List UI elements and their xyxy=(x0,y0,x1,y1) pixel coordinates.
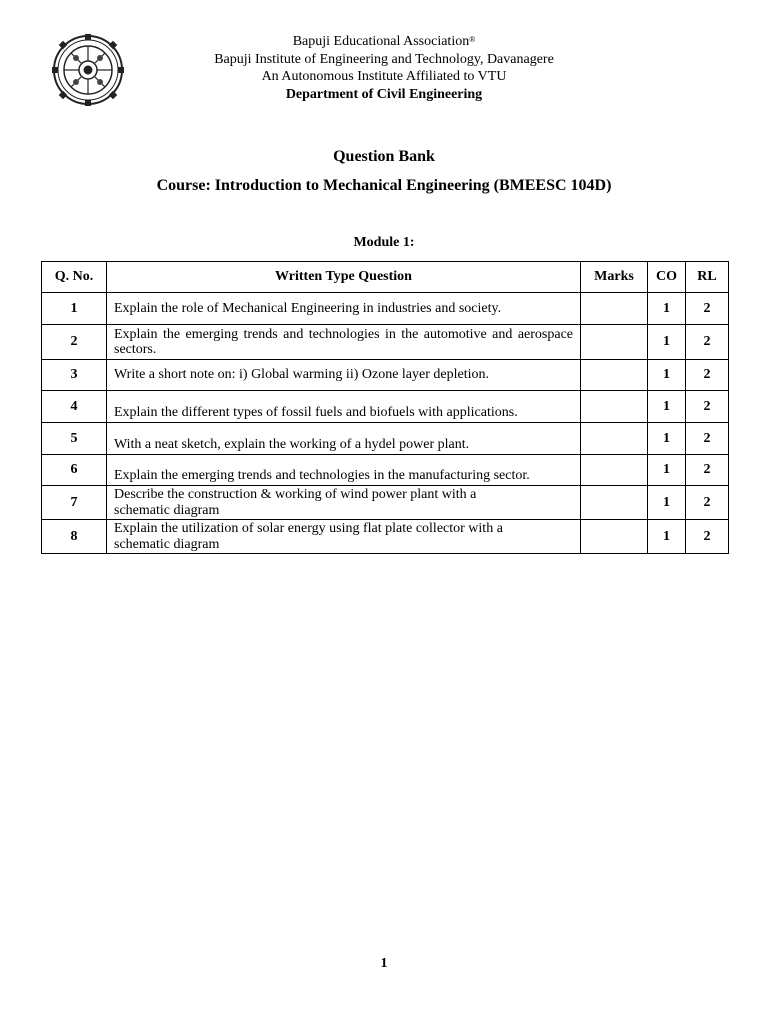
table-row xyxy=(42,325,729,360)
column-header-marks: Marks xyxy=(581,262,648,293)
co-cell: 1 xyxy=(648,391,686,423)
institute-emblem-icon xyxy=(51,33,125,107)
table-row xyxy=(42,391,729,423)
marks-cell xyxy=(581,325,648,360)
marks-cell xyxy=(581,455,648,486)
table-row xyxy=(42,423,729,455)
table-row xyxy=(42,293,729,325)
question-text: With a neat sketch, explain the working of a hydel power plant. xyxy=(107,423,581,455)
rl-cell: 2 xyxy=(686,455,729,486)
registered-mark: ® xyxy=(469,35,476,44)
affiliation: An Autonomous Institute Affiliated to VTU xyxy=(261,69,507,84)
question-number: 3 xyxy=(42,360,107,391)
co-cell: 1 xyxy=(648,293,686,325)
table-row xyxy=(42,486,729,520)
table-header-row xyxy=(42,262,729,293)
department-name: Department of Civil Engineering xyxy=(285,86,483,102)
question-text: Describe the construction & working of wind power plant with a schematic diagram xyxy=(107,486,581,520)
question-number: 1 xyxy=(42,293,107,325)
rl-cell: 2 xyxy=(686,293,729,325)
column-header-question: Written Type Question xyxy=(107,262,581,293)
question-text: Explain the emerging trends and technologies in the automotive and aerospace sectors. xyxy=(107,325,581,360)
question-number: 7 xyxy=(42,486,107,520)
question-number: 6 xyxy=(42,455,107,486)
association-name: Bapuji Educational Association® xyxy=(292,34,476,49)
rl-cell: 2 xyxy=(686,325,729,360)
table-row xyxy=(42,520,729,554)
question-text: Explain the role of Mechanical Engineering in industries and society. xyxy=(107,293,581,325)
question-number: 8 xyxy=(42,520,107,554)
co-cell: 1 xyxy=(648,423,686,455)
marks-cell xyxy=(581,520,648,554)
co-cell: 1 xyxy=(648,520,686,554)
page-title: Question Bank xyxy=(333,148,435,165)
question-number: 4 xyxy=(42,391,107,423)
rl-cell: 2 xyxy=(686,360,729,391)
table-row xyxy=(42,360,729,391)
co-cell: 1 xyxy=(648,325,686,360)
rl-cell: 2 xyxy=(686,486,729,520)
question-text: Explain the different types of fossil fuels and biofuels with applications. xyxy=(107,391,581,423)
question-number: 2 xyxy=(42,325,107,360)
column-header-co: CO xyxy=(648,262,686,293)
rl-cell: 2 xyxy=(686,423,729,455)
rl-cell: 2 xyxy=(686,391,729,423)
question-number: 5 xyxy=(42,423,107,455)
marks-cell xyxy=(581,423,648,455)
table-row xyxy=(42,455,729,486)
question-text: Write a short note on: i) Global warming ii) Ozone layer depletion. xyxy=(107,360,581,391)
co-cell: 1 xyxy=(648,455,686,486)
marks-cell xyxy=(581,486,648,520)
course-title: Course: Introduction to Mechanical Engineering (BMEESC 104D) xyxy=(156,177,612,194)
column-header-rl: RL xyxy=(686,262,729,293)
marks-cell xyxy=(581,360,648,391)
question-table xyxy=(41,261,729,554)
co-cell: 1 xyxy=(648,486,686,520)
question-text: Explain the utilization of solar energy using flat plate collector with a schematic diagram xyxy=(107,520,581,554)
column-header-qno: Q. No. xyxy=(42,262,107,293)
co-cell: 1 xyxy=(648,360,686,391)
marks-cell xyxy=(581,293,648,325)
rl-cell: 2 xyxy=(686,520,729,554)
letterhead xyxy=(180,33,588,103)
marks-cell xyxy=(581,391,648,423)
institute-name: Bapuji Institute of Engineering and Technology, Davanagere xyxy=(214,51,554,67)
module-title: Module 1: xyxy=(353,235,415,250)
page-number: 1 xyxy=(380,956,388,971)
question-text: Explain the emerging trends and technologies in the manufacturing sector. xyxy=(107,455,581,486)
